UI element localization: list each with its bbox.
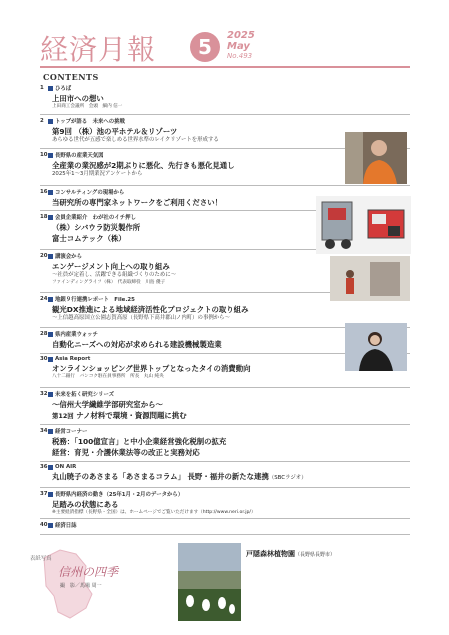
square-bullet-icon [48, 254, 53, 259]
entry-category: 未来を拓く研究シリーズ [55, 392, 115, 398]
entry-title [52, 472, 410, 483]
cover-photo [178, 543, 241, 621]
entry-category: ひろば [55, 86, 72, 92]
masthead [40, 28, 410, 68]
toc-entry[interactable] [40, 521, 410, 529]
toc-entry[interactable] [40, 390, 410, 421]
entry-title: 上田市への想い [52, 94, 104, 103]
square-bullet-icon [48, 392, 53, 397]
page-number: 28 [40, 331, 48, 337]
interview-photo [345, 132, 407, 184]
entry-category: コンサルティングの現場から [55, 190, 125, 196]
toc-entry[interactable] [40, 490, 410, 516]
page-number: 24 [40, 296, 48, 302]
divider [40, 185, 410, 186]
page-number: 40 [40, 522, 48, 528]
divider [40, 387, 410, 388]
entry-author: 上田商工会議所 会頭 細内 信一 [52, 104, 123, 109]
divider [40, 518, 410, 519]
cover-title: 信州の四季 [58, 565, 119, 579]
entry-category: ON AIR [55, 464, 77, 470]
square-bullet-icon [48, 86, 53, 91]
entry-title: 足踏みの状態にある [52, 500, 119, 509]
person-illustration [345, 323, 407, 371]
entry-category: 長野県内経済の動き（25年1月・2月のデータから） [55, 492, 184, 498]
page-number: 16 [40, 189, 48, 195]
square-bullet-icon [48, 429, 53, 434]
entry-subtitle: ～社員が定着し、活躍できる組織づくりのために～ [52, 272, 176, 278]
page-number: 18 [40, 214, 48, 220]
entry-title: オンラインショッピング世界トップとなったタイの消費動向 [52, 364, 251, 373]
square-bullet-icon [48, 297, 53, 302]
square-bullet-icon [48, 190, 53, 195]
contents-heading: CONTENTS [43, 72, 99, 82]
entry-category: 経営コーナー [55, 429, 88, 435]
entry-title: 当研究所の専門家ネットワークをご利用ください！ [52, 198, 222, 207]
page-number: 20 [40, 253, 48, 259]
entry-title-tail: （SBCラジオ） [268, 475, 307, 481]
issue-number-badge: 5 [190, 32, 220, 62]
issue-year: 2025 [227, 30, 255, 41]
entry-title: 観光DX推進による地域経済活性化プロジェクトの取り組み [52, 305, 249, 314]
issue-no: No.493 [227, 52, 253, 60]
header-rule [40, 66, 410, 68]
toc-entry[interactable] [40, 427, 410, 457]
entry-category: トップが語る 未来への挑戦 [55, 119, 125, 125]
page-number: 36 [40, 464, 48, 470]
entry-title: エンゲージメント向上への取り組み [52, 262, 170, 271]
bottom-divider [40, 534, 410, 535]
person-illustration [345, 132, 407, 184]
entry-category: 講演会から [55, 254, 82, 260]
issue-info [227, 30, 255, 61]
entry-title: 自動化ニーズへの対応が求められる建設機械製造業 [52, 340, 222, 349]
page-number: 37 [40, 491, 48, 497]
square-bullet-icon [48, 523, 53, 528]
page-number: 10 [40, 152, 48, 158]
entry-title: ～信州大学繊維学部研究室から～ [52, 400, 163, 409]
entry-title-text: 丸山暁子のあさまる「あさまるコラム」 長野・福井の新たな連携 [52, 472, 269, 481]
series-number: 第12回 [52, 412, 74, 420]
square-bullet-icon [48, 332, 53, 337]
brand-title: 経済月報 [40, 33, 157, 66]
divider [40, 461, 410, 462]
entry-title-2: 経営：育児・介護休業法等の改正と実務対応 [52, 448, 200, 457]
entry-author: ファインディングライフ（株） 代表取締役 川島 優子 [52, 280, 166, 285]
entry-title: 全産業の業況感が2期ぶりに悪化、先行きも悪化見通し [52, 161, 235, 170]
seminar-photo [330, 256, 410, 301]
square-bullet-icon [48, 357, 53, 362]
page-number: 1 [40, 85, 44, 91]
square-bullet-icon [48, 465, 53, 470]
entry-category: 経済日誌 [55, 523, 77, 529]
entry-subtitle: ～上信越高原国立公園志賀高原（長野県下高井郡山ノ内町）の事例から～ [52, 315, 230, 321]
series-title: ナノ材料で環境・資源問題に挑む [76, 411, 187, 420]
entry-title: 税務：「100億宣言」と中小企業経営強化税制の拡充 [52, 437, 227, 446]
entry-category: 地銀９行連携レポート File.25 [55, 297, 135, 303]
page-number: 2 [40, 118, 44, 124]
entry-title: 第9回 （株）池の平ホテル＆リゾーツ [52, 127, 178, 136]
toc-entry[interactable] [40, 84, 410, 110]
entry-category: 長野県の産業天気図 [55, 153, 104, 159]
square-bullet-icon [48, 153, 53, 158]
entry-title-2: 富士コムテック（株） [52, 234, 126, 243]
equipment-photo [316, 196, 411, 254]
entry-note: ※主要経済指標（長野県・全国）は、ホームページでご覧いただけます（http://www.neri.or.jp/） [52, 510, 256, 515]
entry-subtitle: あらゆる世代が五感で楽しめる世界水準のレイクリゾートを形成する [52, 137, 219, 143]
page-number: 32 [40, 391, 48, 397]
square-bullet-icon [48, 119, 53, 124]
issue-month: May [227, 41, 250, 52]
forest-illustration [178, 543, 241, 621]
caption-main: 戸隠森林植物園 [246, 550, 295, 558]
scene-illustration [330, 256, 410, 301]
cover-photographer: 撮 影／馬場 周一 [60, 583, 102, 589]
square-bullet-icon [48, 215, 53, 220]
entry-author: 八十二銀行 バンコク駐在員事務所 所長 丸山 純央 [52, 374, 164, 379]
toc-entry[interactable] [40, 464, 410, 483]
cover-photo-caption [246, 549, 335, 559]
page-number: 34 [40, 428, 48, 434]
page-number: 30 [40, 356, 48, 362]
entry-category: Asia Report [55, 356, 91, 362]
divider [40, 424, 410, 425]
speaker-photo [345, 323, 407, 371]
caption-location: （長野県長野市） [295, 552, 336, 558]
entry-title-2 [52, 411, 410, 421]
square-bullet-icon [48, 492, 53, 497]
entry-title: （株）シバウラ防災製作所 [52, 223, 141, 232]
entry-subtitle: 2025年1～3月期業況アンケートから [52, 171, 143, 177]
divider [40, 487, 410, 488]
cover-label: 表紙写真 [30, 556, 52, 562]
divider [40, 114, 410, 115]
machinery-illustration [316, 196, 411, 254]
entry-category: 県内産業ウォッチ [55, 332, 98, 338]
entry-category: 会員企業紹介 わが社のイチ押し [55, 215, 136, 221]
